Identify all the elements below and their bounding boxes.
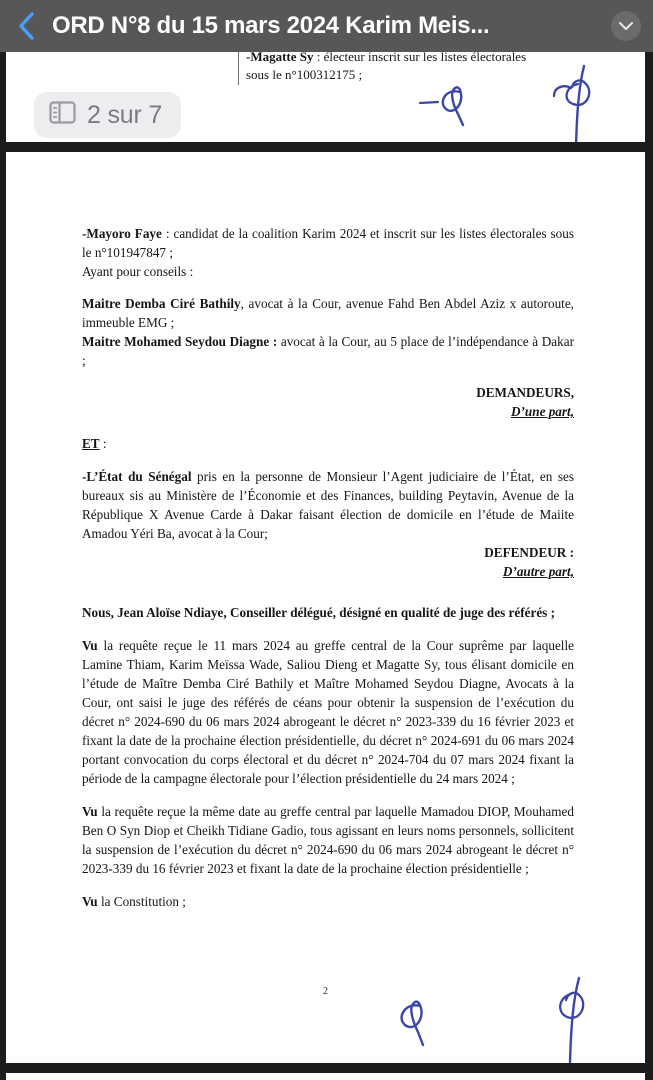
paragraph-vu-requete-2 [82,802,574,878]
vu-keyword-2: Vu [82,804,98,819]
document-page-number: 2 [323,986,328,997]
lawyer-name-diagne: Maitre Mohamed Seydou Diagne : [82,334,278,349]
label-demandeurs [82,383,574,402]
ayant-pour-conseils-label: Ayant pour conseils : [82,264,194,279]
page-divider [0,142,653,152]
paragraph-maitre-diagne [82,332,574,370]
vu-body-1: la requête reçue le 11 mars 2024 au greffe central de la Cour suprême par laquelle Lamine Thiam, Karim Meïssa Wade, Saliou Dieng et Magatte Sy, tous élisant domicile en l’étude de Maître Demba Ciré Bathily et Maître Mohamed Seydou Diagne, Avocats à la Cour, ont saisi le juge des référés de céans pour obtenir la suspension de l’exécution du décret n° 2024-690 du 06 mars 2024 abrogeant le décret n° 2023-339 du 16 février 2023 et fixant la date de la prochaine élection présidentielle, du décret n° 2024-691 du 06 mars 2024 portant convocation du corps électoral et du décret n° 2024-704 du 07 mars 2024 fixant la période de la campagne électorale pour l’élection présidentielle du 24 mars 2024 ; [82,638,574,786]
paragraph-ayant-pour-conseils [82,262,574,281]
vu-keyword-1: Vu [82,638,98,653]
party-name-etat: -L’État du Sénégal [82,469,192,484]
label-dune-part [82,402,574,421]
prev-page-desc: : électeur inscrit sur les listes électorales [313,52,527,64]
chevron-down-icon [611,11,641,41]
party-name-mayoro: -Mayoro Faye [82,226,162,241]
back-button[interactable] [0,0,52,52]
page-indicator-label: 2 sur 7 [87,100,163,129]
previous-page-text [238,52,586,85]
paragraph-vu-constitution [82,892,574,911]
page-indicator-pill[interactable] [34,92,181,138]
lawyer-name-bathily: Maitre Demba Ciré Bathily [82,296,241,311]
page-layout-icon [49,100,76,130]
defendeur-text: DEFENDEUR : [484,545,574,560]
dune-part-text: D’une part, [510,404,574,419]
prev-page-number-line: sous le n°100312175 ; [246,67,363,83]
page-divider-bottom [0,1063,653,1073]
pdf-page-current [0,152,653,1063]
paragraph-nous-juge [82,603,574,622]
et-label: ET [82,436,100,451]
page-title: ORD N°8 du 15 mars 2024 Karim Meis... [52,12,490,39]
party-desc-mayoro: : candidat de la coalition Karim 2024 et inscrit sur les listes électorales sous le n°101947847 ; [82,226,574,260]
paragraph-mayoro-faye [82,224,574,262]
prev-page-name: -Magatte Sy [246,52,314,64]
pdf-scroll-viewport[interactable] [0,52,653,1080]
judge-designation-text: Nous, Jean Aloïse Ndiaye, Conseiller délégué, désigné en qualité de juge des référés ; [82,605,556,620]
demandeurs-text: DEMANDEURS, [476,385,574,400]
lawyer-desc-diagne: avocat à la Cour, au 5 place de l’indépendance à Dakar ; [82,334,574,368]
vu-body-3: la Constitution ; [97,894,186,909]
section-et [82,434,574,453]
app-header [0,0,653,52]
label-dautre-part [82,562,574,581]
pdf-page-previous [0,52,653,142]
chevron-left-icon [16,11,36,41]
lawyer-desc-bathily: , avocat à la Cour, avenue Fahd Ben Abdel Aziz x autoroute, immeuble EMG ; [82,296,574,330]
party-desc-etat: pris en la personne de Monsieur l’Agent judiciaire de l’État, en ses bureaux sis au Ministère de l’Économie et des Finances, building Peytavin, Avenue de la République X Avenue Carde à Dakar faisant élection de domicile en l’étude de Maiite Amadou Yéri Ba, avocat à la Cour; [82,469,574,541]
header-options-button[interactable] [599,0,653,52]
pdf-page-next [0,1073,653,1080]
paragraph-maitre-bathily [82,294,574,332]
initial-alpha-mark-bottom [376,988,446,1050]
vu-body-2: la requête reçue la même date au greffe central par laquelle Mamadou DIOP, Mouhamed Ben O Syn Diop et Cheikh Tidiane Gadio, tous agissant en leurs noms personnels, sollicitent la suspension de l’exécution du décret n° 2024-690 du 06 mars 2024 abrogeant le décret n° 2023-339 du 16 février 2023 et fixant la date de la prochaine élection présidentielle ; [82,804,574,876]
document-text-body [82,224,574,924]
paragraph-etat-du-senegal [82,467,574,543]
vu-keyword-3: Vu [82,894,98,909]
paragraph-vu-requete-1 [82,636,574,788]
label-defendeur [82,543,574,562]
et-colon: : [99,436,107,451]
dautre-part-text: D’autre part, [502,564,574,579]
